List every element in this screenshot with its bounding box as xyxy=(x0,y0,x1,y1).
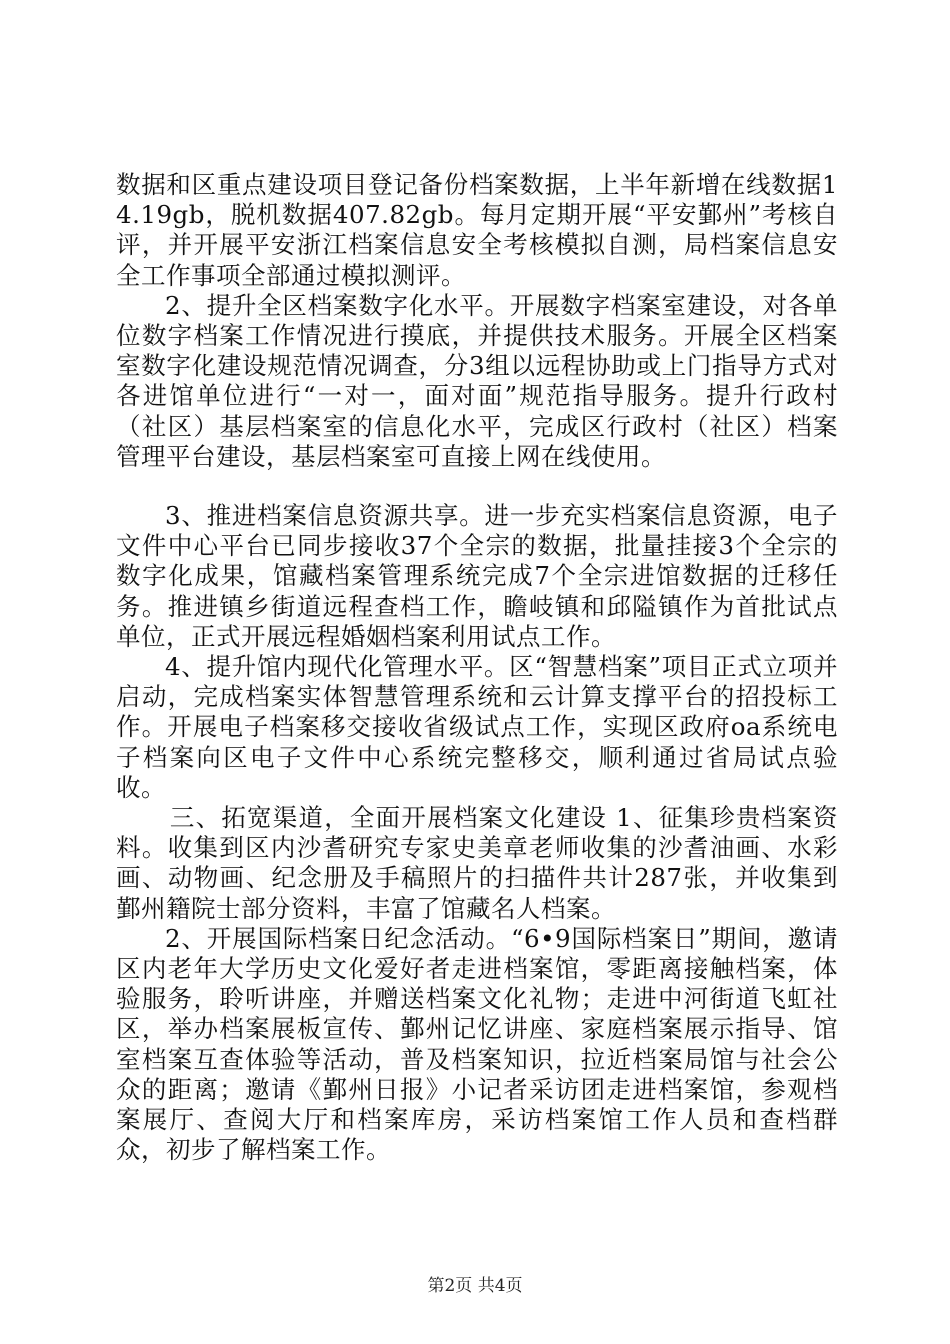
paragraph-digitization: 2、提升全区档案数字化水平。开展数字档案室建设，对各单位数字档案工作情况进行摸底，并提供技术服务。开展全区档案室数字化建设规范情况调查，分3组以远程协助或上门指导方式对各进馆单位进行“一对一，面对面”规范指导服务。提升行政村（社区）基层档案室的信息化水平，完成区行政村（社区）档案管理平台建设，基层档案室可直接上网在线使用。 xyxy=(116,290,838,471)
paragraph-resource-sharing: 3、推进档案信息资源共享。进一步充实档案信息资源，电子文件中心平台已同步接收37个全宗的数据，批量挂接3个全宗的数字化成果，馆藏档案管理系统完成7个全宗进馆数据的迁移任务。推进镇乡街道远程查档工作，瞻岐镇和邱隘镇作为首批试点单位，正式开展远程婚姻档案利用试点工作。 xyxy=(116,501,838,651)
paragraph-modern-management: 4、提升馆内现代化管理水平。区“智慧档案”项目正式立项并启动，完成档案实体智慧管理系统和云计算支撑平台的招投标工作。开展电子档案移交接收省级试点工作，实现区政府oa系统电子档案向区电子文件中心系统完整移交，顺利通过省局试点验收。 xyxy=(116,652,838,802)
paragraph-archives-day: 2、开展国际档案日纪念活动。“6•9国际档案日”期间，邀请区内老年大学历史文化爱好者走进档案馆，零距离接触档案，体验服务，聆听讲座，并赠送档案文化礼物；走进中河街道飞虹社区，举办档案展板宣传、鄞州记忆讲座、家庭档案展示指导、馆室档案互查体验等活动，普及档案知识，拉近档案局馆与社会公众的距离；邀请《鄞州日报》小记者采访团走进档案馆，参观档案展厅、查阅大厅和档案库房，采访档案馆工作人员和查档群众，初步了解档案工作。 xyxy=(116,923,838,1165)
paragraph-continuation: 数据和区重点建设项目登记备份档案数据，上半年新增在线数据14.19gb，脱机数据407.82gb。每月定期开展“平安鄞州”考核自评，并开展平安浙江档案信息安全考核模拟自测，局档案信息安全工作事项全部通过模拟测评。 xyxy=(116,170,838,290)
paragraph-archive-culture: 三、拓宽渠道，全面开展档案文化建设 1、征集珍贵档案资料。收集到区内沙耆研究专家史美章老师收集的沙耆油画、水彩画、动物画、纪念册及手稿照片的扫描件共计287张，并收集到鄞州籍院士部分资料，丰富了馆藏名人档案。 xyxy=(116,803,838,923)
document-body xyxy=(116,170,838,1166)
page-number-footer: 第2页 共4页 xyxy=(427,1276,523,1296)
